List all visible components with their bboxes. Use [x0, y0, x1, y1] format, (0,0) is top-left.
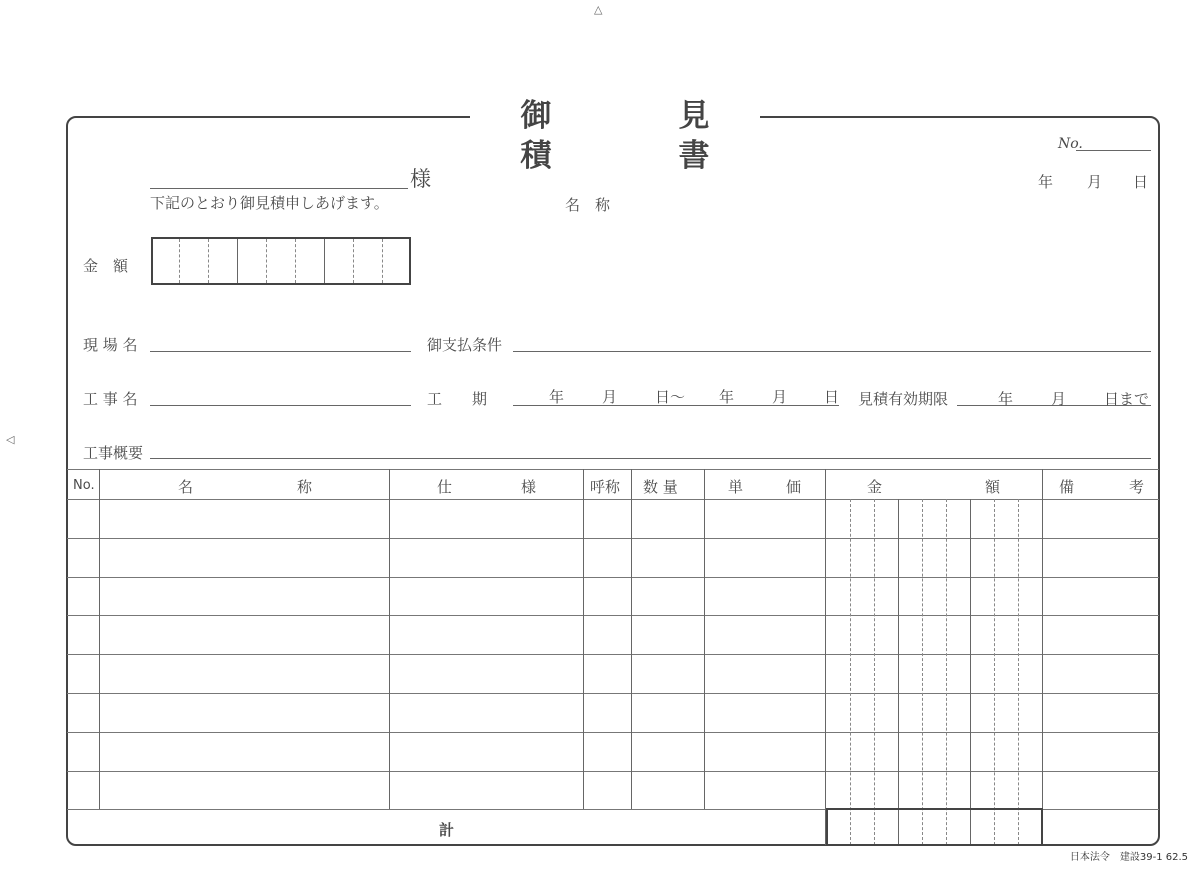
- column-divider: [389, 469, 390, 809]
- total-amount-box[interactable]: [826, 808, 1043, 846]
- date-month-label: 月: [1087, 173, 1103, 191]
- column-divider: [99, 469, 100, 809]
- validity-label: 見積有効期限: [858, 390, 949, 408]
- table-row: [67, 577, 1159, 578]
- amount-digit-column: [946, 499, 947, 845]
- amount-digit-divider: [353, 239, 354, 283]
- payment-terms-label: 御支払条件: [427, 336, 503, 354]
- intro-text: 下記のとおり御見積申しあげます。: [150, 194, 389, 212]
- header-amount-1: 金: [867, 478, 883, 496]
- amount-digit-divider: [324, 239, 325, 283]
- header-amount-2: 額: [985, 478, 1001, 496]
- column-divider: [704, 469, 705, 809]
- header-spec-1: 仕: [437, 478, 453, 496]
- work-name-label: 工 事 名: [83, 390, 138, 408]
- amount-digit-divider: [266, 239, 267, 283]
- header-remarks-1: 備: [1059, 478, 1075, 496]
- no-label: No.: [1058, 136, 1083, 152]
- amount-digit-column: [898, 499, 899, 845]
- table-row: [67, 654, 1159, 655]
- amount-label: 金 額: [83, 257, 129, 275]
- company-name-label: 名 称: [565, 196, 611, 214]
- column-divider: [825, 469, 826, 845]
- work-summary-label: 工事概要: [83, 444, 144, 462]
- period-start-day: 日～: [655, 388, 686, 406]
- no-field[interactable]: [1076, 150, 1151, 151]
- header-name-2: 称: [297, 478, 313, 496]
- column-divider: [583, 469, 584, 809]
- column-divider: [1042, 469, 1043, 845]
- customer-name-field[interactable]: [150, 188, 408, 189]
- amount-digit-divider: [382, 239, 383, 283]
- period-end-year: 年: [719, 388, 735, 406]
- period-start-month: 月: [602, 388, 618, 406]
- table-row: [67, 538, 1159, 539]
- amount-digit-column: [994, 499, 995, 845]
- header-qty: 数 量: [643, 478, 678, 496]
- header-bottom-border: [67, 499, 1159, 500]
- amount-digit-column: [922, 499, 923, 845]
- table-top-border: [67, 469, 1159, 470]
- work-period-label: 工 期: [427, 390, 488, 408]
- table-row: [67, 693, 1159, 694]
- amount-digit-divider: [208, 239, 209, 283]
- period-start-year: 年: [549, 388, 565, 406]
- amount-digit-column: [970, 499, 971, 845]
- date-year-label: 年: [1038, 173, 1054, 191]
- work-name-field[interactable]: [150, 405, 411, 406]
- amount-digit-divider: [295, 239, 296, 283]
- date-day-label: 日: [1133, 173, 1149, 191]
- left-register-mark: ◁: [6, 433, 15, 446]
- header-no: No.: [73, 478, 95, 493]
- site-name-label: 現 場 名: [83, 336, 138, 354]
- period-end-day: 日: [824, 388, 840, 406]
- amount-digit-column: [874, 499, 875, 845]
- total-label: 計: [439, 821, 455, 839]
- table-row: [67, 771, 1159, 772]
- amount-digit-divider: [237, 239, 238, 283]
- form-title: 御 見 積 書: [470, 96, 760, 136]
- table-row: [67, 732, 1159, 733]
- validity-month: 月: [1051, 390, 1067, 408]
- header-remarks-2: 考: [1129, 478, 1145, 496]
- work-summary-field[interactable]: [150, 458, 1151, 459]
- customer-suffix: 様: [410, 167, 431, 191]
- publisher-footer: 日本法令 建設39-1 62.5: [1069, 852, 1188, 863]
- header-spec-2: 様: [521, 478, 537, 496]
- site-name-field[interactable]: [150, 351, 411, 352]
- validity-year: 年: [998, 390, 1014, 408]
- column-divider: [631, 469, 632, 809]
- header-unit-name: 呼称: [590, 478, 621, 496]
- header-unit-price-2: 価: [786, 478, 802, 496]
- amount-digit-column: [850, 499, 851, 845]
- period-end-month: 月: [772, 388, 788, 406]
- validity-day: 日まで: [1104, 390, 1150, 408]
- table-row: [67, 615, 1159, 616]
- header-name-1: 名: [178, 478, 194, 496]
- top-register-mark: △: [594, 3, 603, 16]
- amount-digit-divider: [179, 239, 180, 283]
- payment-terms-field[interactable]: [513, 351, 1151, 352]
- header-unit-price-1: 単: [728, 478, 744, 496]
- amount-box[interactable]: [151, 237, 411, 285]
- amount-digit-column: [1018, 499, 1019, 845]
